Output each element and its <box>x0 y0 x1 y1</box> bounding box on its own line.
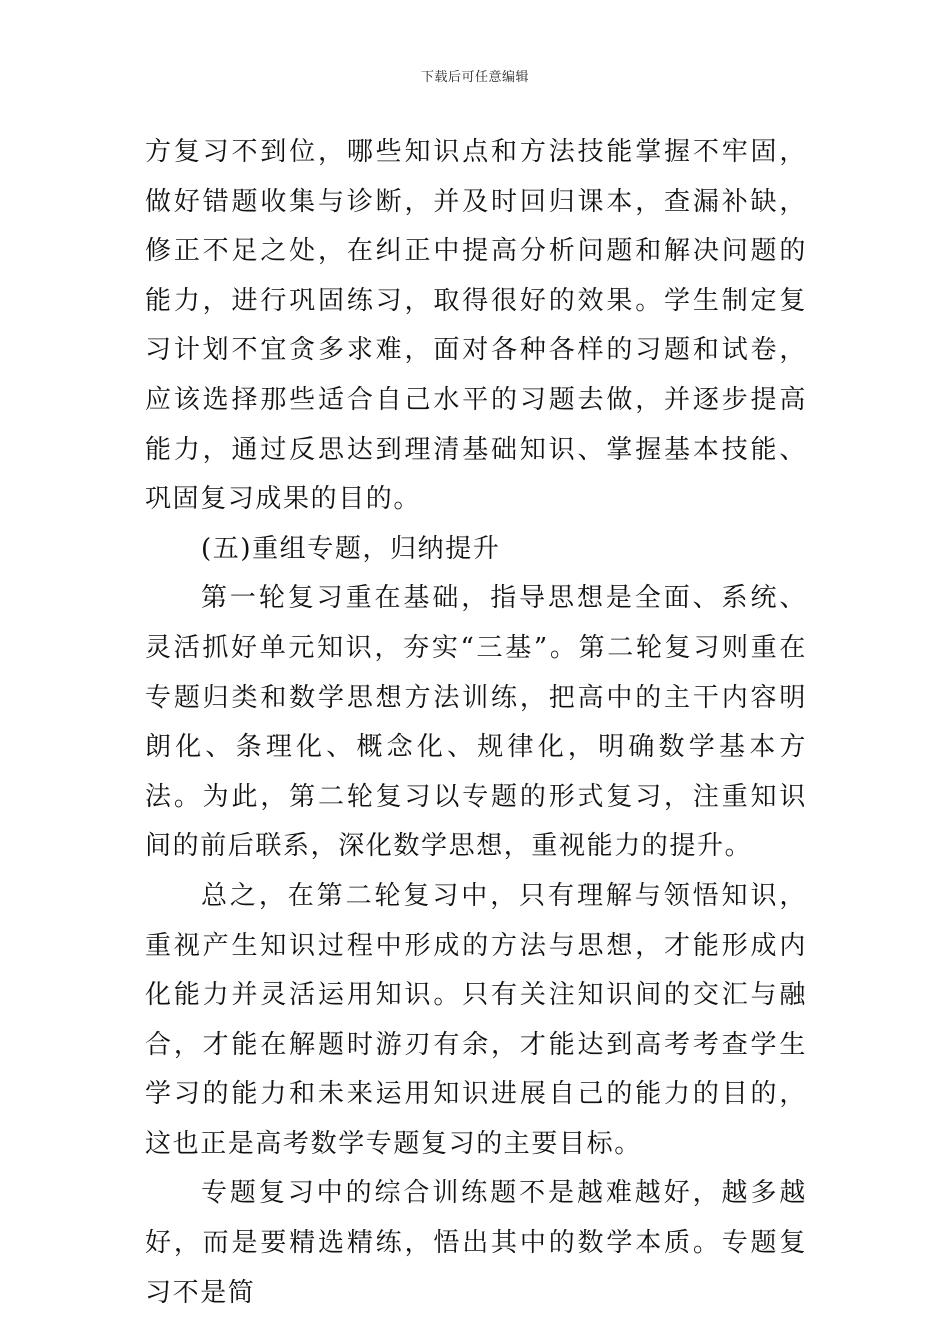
section-heading: (五)重组专题，归纳提升 <box>201 533 501 564</box>
paragraph: 专题复习中的综合训练题不是越难越好，越多越好，而是要精选精练，悟出其中的数学本质。专题复习不是简 <box>145 1178 807 1308</box>
paragraph-continuation: 方复习不到位，哪些知识点和方法技能掌握不牢固，做好错题收集与诊断，并及时回归课本，查漏补缺，修正不足之处，在纠正中提高分析问题和解决问题的能力，进行巩固练习，取得很好的效果。学生制定复习计划不宜贪多求难，面对各种各样的习题和试卷，应该选择那些适合自己水平的习题去做，并逐步提高能力，通过反思达到理清基础知识、掌握基本技能、巩固复习成果的目的。 <box>145 137 807 515</box>
paragraph: 第一轮复习重在基础，指导思想是全面、系统、灵活抓好单元知识，夯实“三基”。第二轮复习则重在专题归类和数学思想方法训练，把高中的主干内容明朗化、条理化、概念化、规律化，明确数学基本方法。为此，第二轮复习以专题的形式复习，注重知识间的前后联系，深化数学思想，重视能力的提升。 <box>145 583 807 862</box>
header-note: 下载后可任意编辑 <box>420 70 529 85</box>
document-body <box>145 128 807 1318</box>
paragraph: 总之，在第二轮复习中，只有理解与领悟知识，重视产生知识过程中形成的方法与思想，才能形成内化能力并灵活运用知识。只有关注知识间的交汇与融合，才能在解题时游刃有余，才能达到高考考查学生学习的能力和未来运用知识进展自己的能力的目的，这也正是高考数学专题复习的主要目标。 <box>145 880 807 1159</box>
